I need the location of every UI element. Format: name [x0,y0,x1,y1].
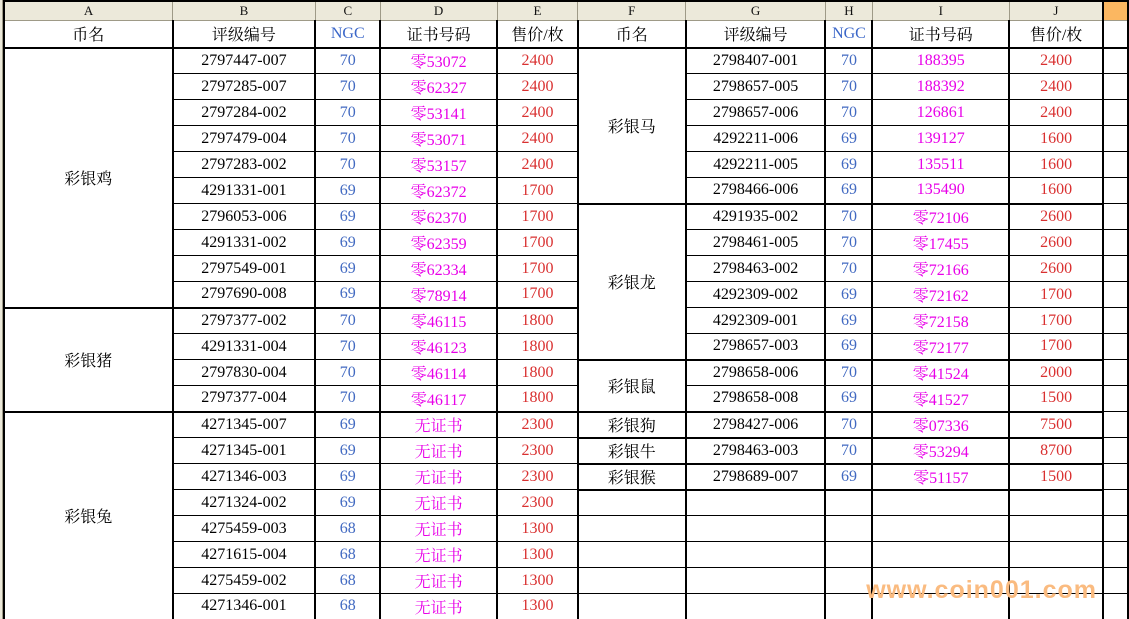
ngc-grade-cell[interactable]: 69 [825,282,872,308]
price-cell[interactable]: 1300 [497,542,578,568]
header-extra-empty-cell[interactable] [1103,21,1128,48]
ngc-grade-cell[interactable]: 69 [315,178,380,204]
ngc-grade-cell[interactable]: 69 [315,438,380,464]
certificate-cell[interactable]: 无证书 [380,438,497,464]
grade-number-cell[interactable]: 2798658-006 [686,360,826,386]
ngc-grade-cell[interactable]: 70 [315,334,380,360]
extra-column-cell[interactable] [1103,282,1128,308]
certificate-cell[interactable]: 零62334 [380,256,497,282]
table-row [4,542,1128,568]
column-letter-C[interactable]: C [315,1,380,21]
header-coin-right[interactable]: 币名 [578,21,686,48]
column-letter-A[interactable]: A [4,1,173,21]
grade-number-cell[interactable]: 2796053-006 [173,204,316,230]
ngc-grade-cell[interactable]: 70 [825,360,872,386]
price-cell[interactable]: 1300 [497,516,578,542]
price-cell[interactable]: 2400 [497,74,578,100]
grade-number-cell[interactable]: 4292309-001 [686,308,826,334]
extra-column-cell[interactable] [1103,126,1128,152]
price-cell[interactable]: 2400 [497,152,578,178]
certificate-cell[interactable]: 零46115 [380,308,497,334]
certificate-cell[interactable]: 零53072 [380,48,497,74]
table-row [4,516,1128,542]
ngc-grade-cell[interactable]: 70 [825,438,872,464]
table-row [4,282,1128,308]
certificate-cell[interactable]: 零62359 [380,230,497,256]
extra-column-cell[interactable] [1103,100,1128,126]
ngc-grade-cell[interactable]: 70 [825,100,872,126]
grade-number-cell[interactable]: 4275459-002 [173,568,316,594]
price-cell[interactable]: 1600 [1009,126,1103,152]
table-row [4,412,1128,438]
price-cell[interactable]: 1600 [1009,152,1103,178]
table-row [4,204,1128,230]
coin-name-cell-empty[interactable] [578,516,686,542]
certificate-cell[interactable]: 无证书 [380,490,497,516]
header-grade-right[interactable]: 评级编号 [686,21,826,48]
extra-column-cell[interactable] [1103,568,1128,594]
ngc-grade-cell[interactable]: 69 [825,308,872,334]
coin-name-cell[interactable]: 彩银狗 [578,412,686,438]
extra-column-cell[interactable] [1103,386,1128,412]
grade-number-cell[interactable]: 4271345-001 [173,438,316,464]
price-cell[interactable]: 1700 [1009,282,1103,308]
certificate-cell[interactable]: 零46123 [380,334,497,360]
certificate-cell-empty[interactable] [872,542,1009,568]
header-coin-left[interactable]: 币名 [4,21,173,48]
ngc-grade-cell[interactable]: 69 [825,152,872,178]
table-row [4,438,1128,464]
grade-number-cell[interactable]: 2797830-004 [173,360,316,386]
grade-number-cell-empty[interactable] [686,490,826,516]
grade-number-cell[interactable]: 2797283-002 [173,152,316,178]
price-cell[interactable]: 2400 [497,126,578,152]
column-letter-D[interactable]: D [380,1,497,21]
certificate-cell[interactable]: 139127 [872,126,1009,152]
extra-column-cell[interactable] [1103,516,1128,542]
ngc-grade-cell-empty[interactable] [825,490,872,516]
grade-number-cell[interactable]: 2798689-007 [686,464,826,490]
ngc-grade-cell[interactable]: 69 [315,464,380,490]
price-cell[interactable]: 1800 [497,386,578,412]
extra-column-cell[interactable] [1103,542,1128,568]
ngc-grade-cell[interactable]: 69 [825,386,872,412]
extra-column-cell[interactable] [1103,256,1128,282]
grade-number-cell[interactable]: 2798463-003 [686,438,826,464]
table-row [4,490,1128,516]
price-cell[interactable]: 1500 [1009,386,1103,412]
column-letters-row [4,1,1128,21]
price-cell[interactable]: 1700 [1009,334,1103,360]
price-cell[interactable]: 2600 [1009,204,1103,230]
certificate-cell[interactable]: 零72158 [872,308,1009,334]
coin-name-cell[interactable]: 彩银鼠 [578,360,686,412]
grade-number-cell[interactable]: 2798658-008 [686,386,826,412]
grade-number-cell[interactable]: 4271346-001 [173,594,316,619]
certificate-cell-empty[interactable] [872,490,1009,516]
extra-column-cell[interactable] [1103,48,1128,74]
grade-number-cell[interactable]: 4292211-006 [686,126,826,152]
header-cert-right[interactable]: 证书号码 [872,21,1009,48]
column-letter-E[interactable]: E [497,1,578,21]
grade-number-cell[interactable]: 2798657-003 [686,334,826,360]
ngc-grade-cell-empty[interactable] [825,542,872,568]
price-cell[interactable]: 2000 [1009,360,1103,386]
certificate-cell[interactable]: 无证书 [380,568,497,594]
price-cell[interactable]: 1700 [497,282,578,308]
price-cell[interactable]: 1700 [497,230,578,256]
grade-number-cell[interactable]: 2797549-001 [173,256,316,282]
price-cell-empty[interactable] [1009,516,1103,542]
grade-number-cell[interactable]: 4292309-002 [686,282,826,308]
extra-column-cell[interactable] [1103,74,1128,100]
grade-number-cell[interactable]: 2797447-007 [173,48,316,74]
price-cell[interactable]: 1300 [497,568,578,594]
certificate-cell[interactable]: 无证书 [380,594,497,619]
grade-number-cell[interactable]: 4275459-003 [173,516,316,542]
grade-number-cell[interactable]: 4271345-007 [173,412,316,438]
certificate-cell[interactable]: 135490 [872,178,1009,204]
price-cell[interactable]: 7500 [1009,412,1103,438]
certificate-cell[interactable]: 零07336 [872,412,1009,438]
price-cell[interactable]: 2300 [497,412,578,438]
grade-number-cell-empty[interactable] [686,594,826,619]
grade-number-cell[interactable]: 4291331-004 [173,334,316,360]
table-row [4,230,1128,256]
price-cell[interactable]: 1800 [497,360,578,386]
price-cell[interactable]: 2400 [497,100,578,126]
grade-number-cell[interactable]: 4292211-005 [686,152,826,178]
column-letter-I[interactable]: I [872,1,1009,21]
coin-name-cell[interactable]: 彩银马 [578,48,686,204]
price-cell[interactable]: 1700 [497,256,578,282]
price-cell[interactable]: 1700 [497,204,578,230]
grade-number-cell[interactable]: 4291935-002 [686,204,826,230]
ngc-grade-cell[interactable]: 70 [315,152,380,178]
price-cell[interactable]: 2400 [1009,100,1103,126]
coin-price-table [3,0,1129,619]
ngc-grade-cell[interactable]: 70 [315,74,380,100]
grade-number-cell[interactable]: 2797285-007 [173,74,316,100]
grade-number-cell[interactable]: 2797377-004 [173,386,316,412]
coin-name-cell-empty[interactable] [578,568,686,594]
extra-column-cell[interactable] [1103,230,1128,256]
certificate-cell[interactable]: 无证书 [380,412,497,438]
grade-number-cell[interactable]: 2798657-005 [686,74,826,100]
certificate-cell[interactable]: 零53071 [380,126,497,152]
table-row [4,178,1128,204]
price-cell[interactable]: 1800 [497,334,578,360]
ngc-grade-cell[interactable]: 68 [315,568,380,594]
price-cell[interactable]: 2600 [1009,230,1103,256]
certificate-cell[interactable]: 零51157 [872,464,1009,490]
grade-number-cell[interactable]: 4291331-001 [173,178,316,204]
table-row [4,308,1128,334]
grade-number-cell[interactable]: 2798466-006 [686,178,826,204]
certificate-cell[interactable]: 零46117 [380,386,497,412]
certificate-cell[interactable]: 188392 [872,74,1009,100]
price-cell[interactable]: 1800 [497,308,578,334]
extra-column-cell[interactable] [1103,412,1128,438]
grade-number-cell-empty[interactable] [686,516,826,542]
table-row [4,74,1128,100]
certificate-cell[interactable]: 零72177 [872,334,1009,360]
grade-number-cell[interactable]: 2797377-002 [173,308,316,334]
certificate-cell[interactable]: 135511 [872,152,1009,178]
column-letter-J[interactable]: J [1009,1,1103,21]
column-letter-selected[interactable] [1103,1,1128,21]
price-cell-empty[interactable] [1009,490,1103,516]
grade-number-cell-empty[interactable] [686,542,826,568]
ngc-grade-cell-empty[interactable] [825,516,872,542]
ngc-grade-cell[interactable]: 70 [825,230,872,256]
certificate-cell[interactable]: 零53294 [872,438,1009,464]
header-price-left[interactable]: 售价/枚 [497,21,578,48]
grade-number-cell[interactable]: 2798463-002 [686,256,826,282]
grade-number-cell[interactable]: 2798427-006 [686,412,826,438]
table-row [4,100,1128,126]
certificate-cell[interactable]: 零72106 [872,204,1009,230]
price-cell[interactable]: 2400 [1009,74,1103,100]
table-row [4,126,1128,152]
coin-name-cell[interactable]: 彩银龙 [578,204,686,360]
certificate-cell[interactable]: 无证书 [380,464,497,490]
certificate-cell[interactable]: 零41524 [872,360,1009,386]
ngc-grade-cell[interactable]: 69 [315,490,380,516]
price-cell[interactable]: 2300 [497,490,578,516]
price-cell[interactable]: 1300 [497,594,578,619]
ngc-grade-cell[interactable]: 68 [315,516,380,542]
ngc-grade-cell[interactable]: 69 [825,178,872,204]
certificate-cell[interactable]: 零62372 [380,178,497,204]
table-row [4,256,1128,282]
ngc-grade-cell[interactable]: 70 [315,126,380,152]
ngc-grade-cell[interactable]: 70 [315,48,380,74]
ngc-grade-cell[interactable]: 69 [315,256,380,282]
ngc-grade-cell[interactable]: 70 [825,412,872,438]
coin-name-cell[interactable]: 彩银鸡 [4,48,173,308]
certificate-cell-empty[interactable] [872,516,1009,542]
extra-column-cell[interactable] [1103,490,1128,516]
table-row [4,48,1128,74]
ngc-grade-cell[interactable]: 70 [315,386,380,412]
extra-column-cell[interactable] [1103,204,1128,230]
coin-name-cell[interactable]: 彩银牛 [578,438,686,464]
price-cell[interactable]: 2400 [1009,48,1103,74]
price-cell[interactable]: 1600 [1009,178,1103,204]
ngc-grade-cell[interactable]: 68 [315,594,380,619]
table-row [4,360,1128,386]
grade-number-cell[interactable]: 2797690-008 [173,282,316,308]
extra-column-cell[interactable] [1103,438,1128,464]
table-row [4,386,1128,412]
header-ngc-left[interactable]: NGC [315,21,380,48]
certificate-cell[interactable]: 零53157 [380,152,497,178]
price-cell[interactable]: 2400 [497,48,578,74]
header-row [4,21,1128,48]
certificate-cell[interactable]: 126861 [872,100,1009,126]
ngc-grade-cell[interactable]: 69 [315,282,380,308]
header-price-right[interactable]: 售价/枚 [1009,21,1103,48]
ngc-grade-cell[interactable]: 70 [315,100,380,126]
header-cert-left[interactable]: 证书号码 [380,21,497,48]
certificate-cell[interactable]: 零53141 [380,100,497,126]
ngc-grade-cell[interactable]: 70 [825,48,872,74]
price-cell[interactable]: 8700 [1009,438,1103,464]
coin-name-cell[interactable]: 彩银猪 [4,308,173,412]
table-row [4,152,1128,178]
grade-number-cell[interactable]: 4271615-004 [173,542,316,568]
price-cell[interactable]: 1500 [1009,464,1103,490]
ngc-grade-cell[interactable]: 70 [315,360,380,386]
ngc-grade-cell[interactable]: 69 [315,412,380,438]
price-cell[interactable]: 2300 [497,464,578,490]
price-cell[interactable]: 1700 [1009,308,1103,334]
watermark: www.coin001.com [866,576,1097,604]
column-letter-B[interactable]: B [173,1,316,21]
certificate-cell[interactable]: 零41527 [872,386,1009,412]
certificate-cell[interactable]: 零17455 [872,230,1009,256]
grade-number-cell[interactable]: 2797284-002 [173,100,316,126]
price-cell[interactable]: 1700 [497,178,578,204]
extra-column-cell[interactable] [1103,464,1128,490]
price-cell[interactable]: 2600 [1009,256,1103,282]
certificate-cell[interactable]: 零62370 [380,204,497,230]
price-cell-empty[interactable] [1009,542,1103,568]
certificate-cell[interactable]: 零62327 [380,74,497,100]
ngc-grade-cell[interactable]: 70 [825,204,872,230]
coin-name-cell[interactable]: 彩银兔 [4,412,173,619]
coin-name-cell-empty[interactable] [578,594,686,619]
grade-number-cell-empty[interactable] [686,568,826,594]
header-ngc-right[interactable]: NGC [825,21,872,48]
certificate-cell[interactable]: 188395 [872,48,1009,74]
extra-column-cell[interactable] [1103,594,1128,619]
extra-column-cell[interactable] [1103,308,1128,334]
extra-column-cell[interactable] [1103,360,1128,386]
certificate-cell[interactable]: 零46114 [380,360,497,386]
grade-number-cell[interactable]: 2797479-004 [173,126,316,152]
ngc-grade-cell[interactable]: 69 [315,204,380,230]
ngc-grade-cell[interactable]: 70 [825,256,872,282]
coin-name-cell[interactable]: 彩银猴 [578,464,686,490]
ngc-grade-cell[interactable]: 69 [825,464,872,490]
grade-number-cell[interactable]: 4291331-002 [173,230,316,256]
ngc-grade-cell[interactable]: 69 [825,126,872,152]
ngc-grade-cell[interactable]: 69 [315,230,380,256]
grade-number-cell[interactable]: 4271324-002 [173,490,316,516]
ngc-grade-cell[interactable]: 70 [315,308,380,334]
ngc-grade-cell[interactable]: 70 [825,74,872,100]
column-letter-G[interactable]: G [686,1,826,21]
grade-number-cell[interactable]: 2798407-001 [686,48,826,74]
price-cell[interactable]: 2300 [497,438,578,464]
certificate-cell[interactable]: 零72166 [872,256,1009,282]
column-letter-F[interactable]: F [578,1,686,21]
coin-name-cell-empty[interactable] [578,490,686,516]
grade-number-cell[interactable]: 2798461-005 [686,230,826,256]
grade-number-cell[interactable]: 2798657-006 [686,100,826,126]
certificate-cell[interactable]: 零72162 [872,282,1009,308]
extra-column-cell[interactable] [1103,178,1128,204]
column-letter-H[interactable]: H [825,1,872,21]
coin-name-cell-empty[interactable] [578,542,686,568]
certificate-cell[interactable]: 无证书 [380,542,497,568]
ngc-grade-cell[interactable]: 68 [315,542,380,568]
certificate-cell[interactable]: 无证书 [380,516,497,542]
extra-column-cell[interactable] [1103,152,1128,178]
table-row [4,334,1128,360]
grade-number-cell[interactable]: 4271346-003 [173,464,316,490]
table-row [4,464,1128,490]
certificate-cell[interactable]: 零78914 [380,282,497,308]
header-grade-left[interactable]: 评级编号 [173,21,316,48]
ngc-grade-cell[interactable]: 69 [825,334,872,360]
extra-column-cell[interactable] [1103,334,1128,360]
